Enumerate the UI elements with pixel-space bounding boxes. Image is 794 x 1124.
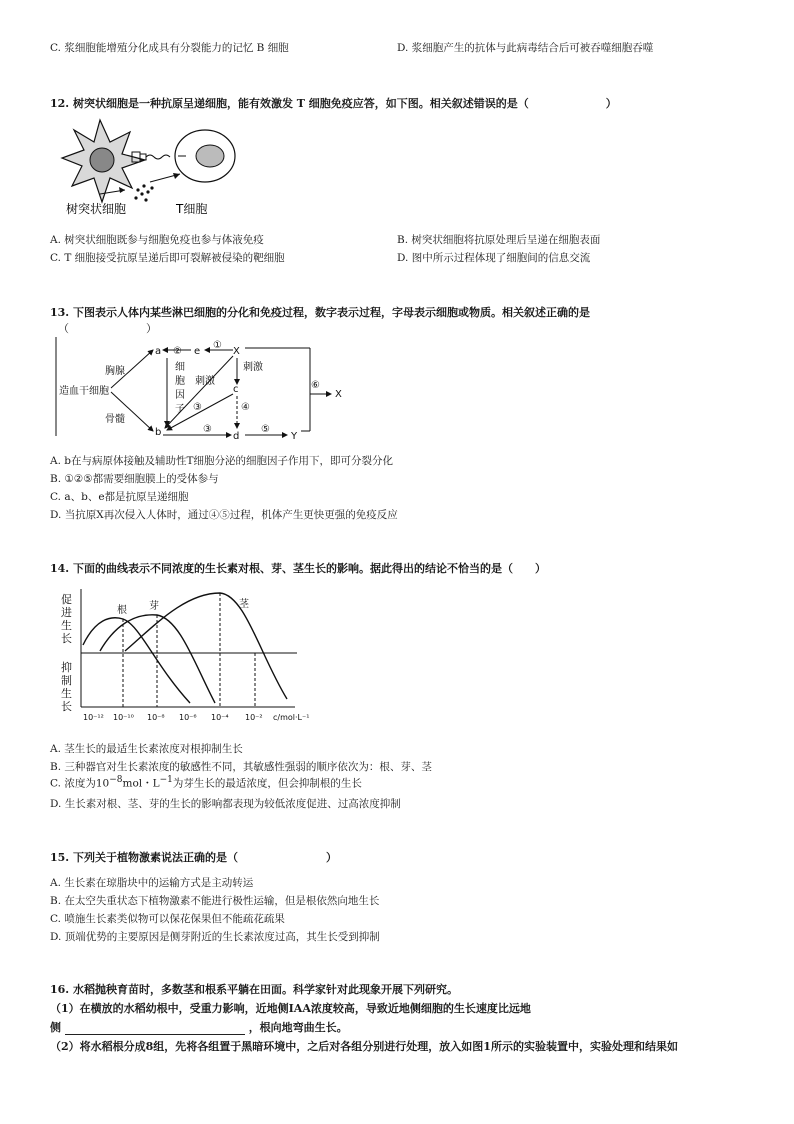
tick-0: 10⁻¹² xyxy=(83,713,104,722)
q16-part1: （1）在横放的水稻幼根中，受重力影响，近地侧IAA浓度较高，导致近地侧细胞的生长速度比远地 xyxy=(50,1002,531,1015)
bud-label: 芽 xyxy=(149,601,159,612)
q15-option-d: D. 顶端优势的主要原因是侧芽附近的生长素浓度过高，其生长受到抑制 xyxy=(50,931,380,943)
q13-paren: （ ） xyxy=(58,322,157,335)
dc-label: 树突状细胞 xyxy=(66,202,127,216)
step-6: ⑥ xyxy=(311,380,320,391)
tick-2: 10⁻⁸ xyxy=(147,713,165,722)
tick-5: 10⁻² xyxy=(245,713,263,722)
inhibit-text-char: 长 xyxy=(61,700,72,713)
q14-option-d: D. 生长素对根、茎、芽的生长的影响都表现为较低浓度促进、过高浓度抑制 xyxy=(50,798,401,810)
q12-option-a: A. 树突状细胞既参与细胞免疫也参与体液免疫 xyxy=(50,234,264,246)
step-5: ⑤ xyxy=(261,424,270,435)
answer-blank[interactable] xyxy=(65,1024,245,1035)
q14-option-a: A. 茎生长的最适生长素浓度对根抑制生长 xyxy=(50,743,243,755)
curve-root xyxy=(83,618,190,703)
cyto-2: 胞 xyxy=(175,376,185,387)
node-x1: X xyxy=(233,346,240,357)
node-b: b xyxy=(155,427,162,438)
cyto-3: 因 xyxy=(175,390,185,401)
q14-option-c: C. 浓度为$10^{-8}mol$・$L^{-1}$为芽生长的最适浓度，但会抑制根的生长 xyxy=(50,775,362,790)
marrow-label: 骨髓 xyxy=(105,414,125,425)
step-2: ② xyxy=(173,346,182,357)
q11-option-d: D. 浆细胞产生的抗体与此病毒结合后可被吞噬细胞吞噬 xyxy=(397,42,654,54)
node-d: d xyxy=(233,431,240,442)
q13-stem: 13. 下图表示人体内某些淋巴细胞的分化和免疫过程，数字表示过程，字母表示细胞或物质。相关叙述正确的是 xyxy=(50,306,590,319)
root-label: 根 xyxy=(117,605,127,616)
q15-stem: 15. 下列关于植物激素说法正确的是（ ） xyxy=(50,851,337,864)
q11-option-c: C. 浆细胞能增殖分化成具有分裂能力的记忆 B 细胞 xyxy=(50,42,289,54)
q13-option-b: B. ①②⑤都需要细胞膜上的受体参与 xyxy=(50,473,219,485)
stim1-label: 刺激 xyxy=(195,376,215,387)
q12-option-b: B. 树突状细胞将抗原处理后呈递在细胞表面 xyxy=(397,234,601,246)
step-3b: ③ xyxy=(203,424,212,435)
q14-chart xyxy=(55,585,325,735)
promote-text-char: 进 xyxy=(61,606,72,619)
inhibit-label xyxy=(61,660,72,713)
inhibit-text-char: 制 xyxy=(61,674,72,687)
node-y: Y xyxy=(291,431,298,442)
node-x2: X xyxy=(335,389,342,400)
promote-label xyxy=(61,593,72,645)
promote-text-char: 长 xyxy=(61,632,72,645)
q16-part1-cont: 侧 ，根向地弯曲生长。 xyxy=(50,1021,348,1034)
tcell-label: T细胞 xyxy=(176,202,208,216)
tick-1: 10⁻¹⁰ xyxy=(113,713,134,722)
cyto-1: 细 xyxy=(175,362,185,373)
q13-option-a: A. b在与病原体接触及辅助性T细胞分泌的细胞因子作用下，即可分裂分化 xyxy=(50,455,393,467)
curve-bud xyxy=(100,615,215,703)
promote-text-char: 生 xyxy=(61,619,72,632)
q12-option-c: C. T 细胞接受抗原呈递后即可裂解被侵染的靶细胞 xyxy=(50,252,285,264)
step-3a: ③ xyxy=(193,402,202,413)
inhibit-text-char: 抑 xyxy=(61,661,72,674)
promote-text-char: 促 xyxy=(61,593,72,606)
q12-stem: 12. 树突状细胞是一种抗原呈递细胞，能有效激发 T 细胞免疫应答，如下图。相关叙述错误的是（ ） xyxy=(50,97,617,110)
q13-option-c: C. a、b、e都是抗原呈递细胞 xyxy=(50,491,189,503)
q13-option-d: D. 当抗原X再次侵入人体时，通过④⑤过程，机体产生更快更强的免疫反应 xyxy=(50,509,398,521)
node-a: a xyxy=(155,346,162,357)
q15-option-b: B. 在太空失重状态下植物激素不能进行极性运输，但是根依然向地生长 xyxy=(50,895,380,907)
node-c: c xyxy=(233,384,239,395)
tick-4: 10⁻⁴ xyxy=(211,713,229,722)
stem-label: 茎 xyxy=(239,599,249,610)
q14-option-b: B. 三种器官对生长素浓度的敏感性不同，其敏感性强弱的顺序依次为：根、芽、茎 xyxy=(50,761,432,773)
step-4: ④ xyxy=(241,402,250,413)
hsc-label: 造血干细胞 xyxy=(59,386,109,397)
cyto-4: 子 xyxy=(175,404,185,415)
q16-stem: 16. 水稻抛秧育苗时，多数茎和根系平躺在田面。科学家针对此现象开展下列研究。 xyxy=(50,983,458,996)
q12-figure xyxy=(60,112,250,220)
q14-stem: 14. 下面的曲线表示不同浓度的生长素对根、芽、茎生长的影响。据此得出的结论不恰当的是（ ） xyxy=(50,562,546,575)
node-e: e xyxy=(194,346,201,357)
thymus-label: 胸腺 xyxy=(105,366,125,377)
q16-part2: （2）将水稻根分成8组，先将各组置于黑暗环境中，之后对各组分别进行处理，放入如图1所示的实验装置中，实验处理和结果如 xyxy=(50,1040,678,1053)
unit-label: c/mol·L⁻¹ xyxy=(273,713,310,722)
q12-option-d: D. 图中所示过程体现了细胞间的信息交流 xyxy=(397,252,591,264)
inhibit-text-char: 生 xyxy=(61,687,72,700)
stim2-label: 刺激 xyxy=(243,362,263,373)
step-1: ① xyxy=(213,340,222,351)
q15-option-c: C. 喷施生长素类似物可以保花保果但不能疏花疏果 xyxy=(50,913,285,925)
tick-3: 10⁻⁶ xyxy=(179,713,197,722)
q15-option-a: A. 生长素在琼脂块中的运输方式是主动转运 xyxy=(50,877,254,889)
q13-figure xyxy=(55,336,365,444)
